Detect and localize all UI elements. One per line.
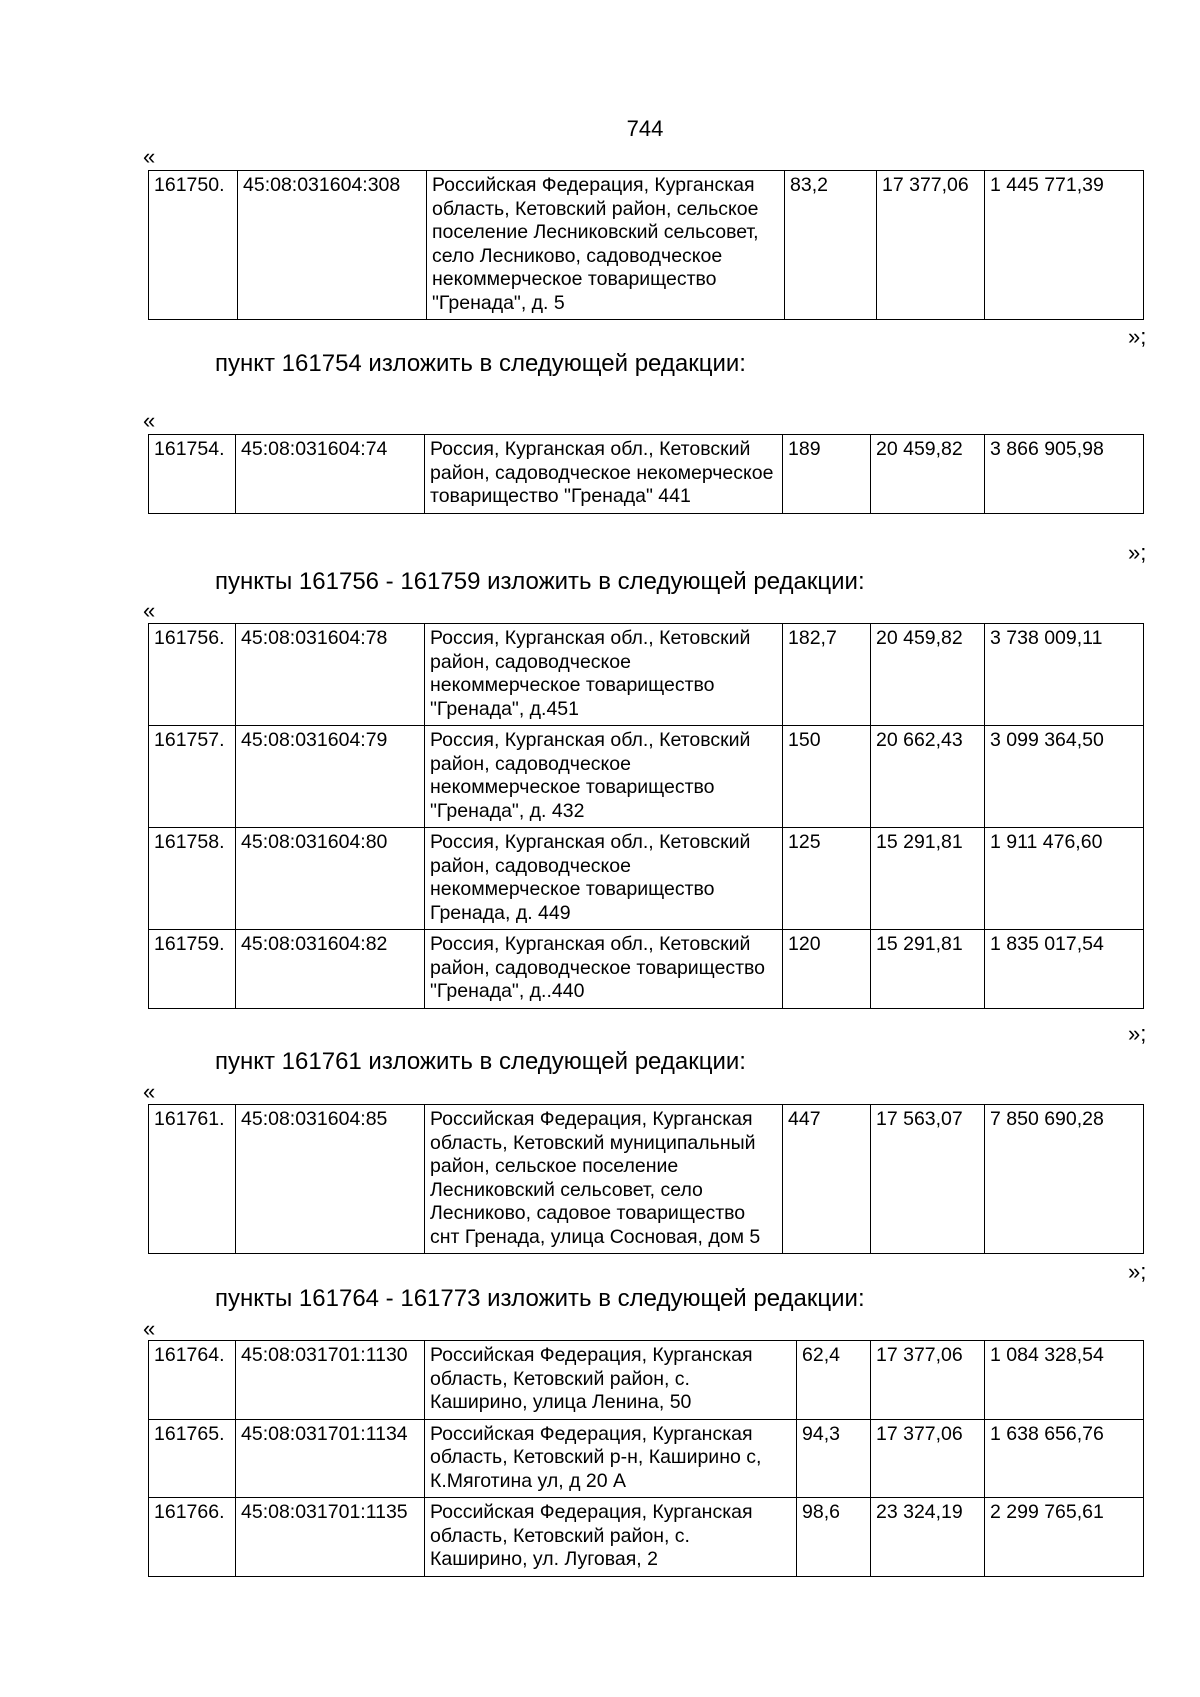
- property-table: [148, 1340, 1144, 1577]
- unit-price: 17 377,06: [871, 1341, 985, 1420]
- cadastral-number: 45:08:031701:1130: [236, 1341, 425, 1420]
- cadastral-number: 45:08:031701:1135: [236, 1498, 425, 1577]
- open-quote: «: [143, 598, 156, 623]
- unit-price: 23 324,19: [871, 1498, 985, 1577]
- table-row: [149, 1105, 1144, 1254]
- area: 182,7: [783, 624, 871, 726]
- row-number: 161757.: [149, 726, 236, 828]
- close-quote: »;: [1128, 1021, 1147, 1046]
- table-row: [149, 1419, 1144, 1498]
- property-table: [148, 1104, 1144, 1254]
- total-value: 2 299 765,61: [985, 1498, 1144, 1577]
- area: 83,2: [785, 171, 877, 320]
- area: 94,3: [797, 1419, 871, 1498]
- row-number: 161754.: [149, 435, 236, 514]
- area: 150: [783, 726, 871, 828]
- address: Россия, Курганская обл., Кетовский район, садоводческое некоммерческое товарищество "Гренада", д.451: [425, 624, 783, 726]
- address: Российская Федерация, Курганская область, Кетовский муниципальный район, сельское поселение Лесниковский сельсовет, село Лесниково, садовое товарищество снт Гренада, улица Сосновая, дом 5: [425, 1105, 783, 1254]
- instruction-text: пункт 161754 изложить в следующей редакции:: [215, 350, 746, 377]
- area: 120: [783, 930, 871, 1009]
- area: 447: [783, 1105, 871, 1254]
- table-row: [149, 171, 1144, 320]
- cadastral-number: 45:08:031604:82: [236, 930, 425, 1009]
- total-value: 3 738 009,11: [985, 624, 1144, 726]
- area: 62,4: [797, 1341, 871, 1420]
- table-row: [149, 624, 1144, 726]
- page-number: 744: [626, 116, 664, 141]
- close-quote: »;: [1128, 324, 1147, 349]
- address: Российская Федерация, Курганская область, Кетовский район, с. Каширино, улица Ленина, 50: [425, 1341, 797, 1420]
- unit-price: 20 459,82: [871, 435, 985, 514]
- cadastral-number: 45:08:031701:1134: [236, 1419, 425, 1498]
- close-quote: »;: [1128, 540, 1147, 565]
- open-quote: «: [143, 1079, 156, 1104]
- row-number: 161766.: [149, 1498, 236, 1577]
- address: Россия, Курганская обл., Кетовский район, садоводческое товарищество "Гренада", д..440: [425, 930, 783, 1009]
- open-quote: «: [143, 1316, 156, 1341]
- cadastral-number: 45:08:031604:74: [236, 435, 425, 514]
- open-quote: «: [143, 408, 156, 433]
- open-quote: «: [143, 144, 156, 169]
- cadastral-number: 45:08:031604:308: [238, 171, 427, 320]
- unit-price: 15 291,81: [871, 930, 985, 1009]
- row-number: 161750.: [149, 171, 238, 320]
- cadastral-number: 45:08:031604:85: [236, 1105, 425, 1254]
- total-value: 3 866 905,98: [985, 435, 1144, 514]
- total-value: 7 850 690,28: [985, 1105, 1144, 1254]
- unit-price: 17 377,06: [871, 1419, 985, 1498]
- property-table: [148, 434, 1144, 514]
- instruction-text: пункты 161756 - 161759 изложить в следующей редакции:: [215, 568, 865, 595]
- unit-price: 15 291,81: [871, 828, 985, 930]
- row-number: 161764.: [149, 1341, 236, 1420]
- table-row: [149, 930, 1144, 1009]
- address: Россия, Курганская обл., Кетовский район, садоводческое некоммерческое товарищество Гренада, д. 449: [425, 828, 783, 930]
- area: 125: [783, 828, 871, 930]
- table-row: [149, 1341, 1144, 1420]
- cadastral-number: 45:08:031604:79: [236, 726, 425, 828]
- total-value: 1 638 656,76: [985, 1419, 1144, 1498]
- table-row: [149, 435, 1144, 514]
- row-number: 161765.: [149, 1419, 236, 1498]
- address: Россия, Курганская обл., Кетовский район, садоводческое некоммерческое товарищество "Гренада", д. 432: [425, 726, 783, 828]
- table-row: [149, 828, 1144, 930]
- cadastral-number: 45:08:031604:78: [236, 624, 425, 726]
- table-row: [149, 1498, 1144, 1577]
- cadastral-number: 45:08:031604:80: [236, 828, 425, 930]
- close-quote: »;: [1128, 1259, 1147, 1284]
- row-number: 161756.: [149, 624, 236, 726]
- total-value: 1 445 771,39: [985, 171, 1144, 320]
- total-value: 1 835 017,54: [985, 930, 1144, 1009]
- unit-price: 17 377,06: [877, 171, 985, 320]
- property-table: [148, 170, 1144, 320]
- address: Российская Федерация, Курганская область, Кетовский район, сельское поселение Лесниковский сельсовет, село Лесниково, садоводческое некоммерческое товарищество "Гренада", д. 5: [427, 171, 785, 320]
- area: 98,6: [797, 1498, 871, 1577]
- total-value: 1 084 328,54: [985, 1341, 1144, 1420]
- row-number: 161759.: [149, 930, 236, 1009]
- total-value: 1 911 476,60: [985, 828, 1144, 930]
- instruction-text: пункт 161761 изложить в следующей редакции:: [215, 1048, 746, 1075]
- address: Россия, Курганская обл., Кетовский район, садоводческое некомерческое товарищество "Гренада" 441: [425, 435, 783, 514]
- address: Российская Федерация, Курганская область, Кетовский район, с. Каширино, ул. Луговая, 2: [425, 1498, 797, 1577]
- address: Российская Федерация, Курганская область, Кетовский р-н, Каширино с, К.Мяготина ул, д 20 А: [425, 1419, 797, 1498]
- instruction-text: пункты 161764 - 161773 изложить в следующей редакции:: [215, 1285, 865, 1312]
- row-number: 161758.: [149, 828, 236, 930]
- property-table: [148, 623, 1144, 1009]
- unit-price: 20 459,82: [871, 624, 985, 726]
- area: 189: [783, 435, 871, 514]
- unit-price: 17 563,07: [871, 1105, 985, 1254]
- row-number: 161761.: [149, 1105, 236, 1254]
- unit-price: 20 662,43: [871, 726, 985, 828]
- table-row: [149, 726, 1144, 828]
- total-value: 3 099 364,50: [985, 726, 1144, 828]
